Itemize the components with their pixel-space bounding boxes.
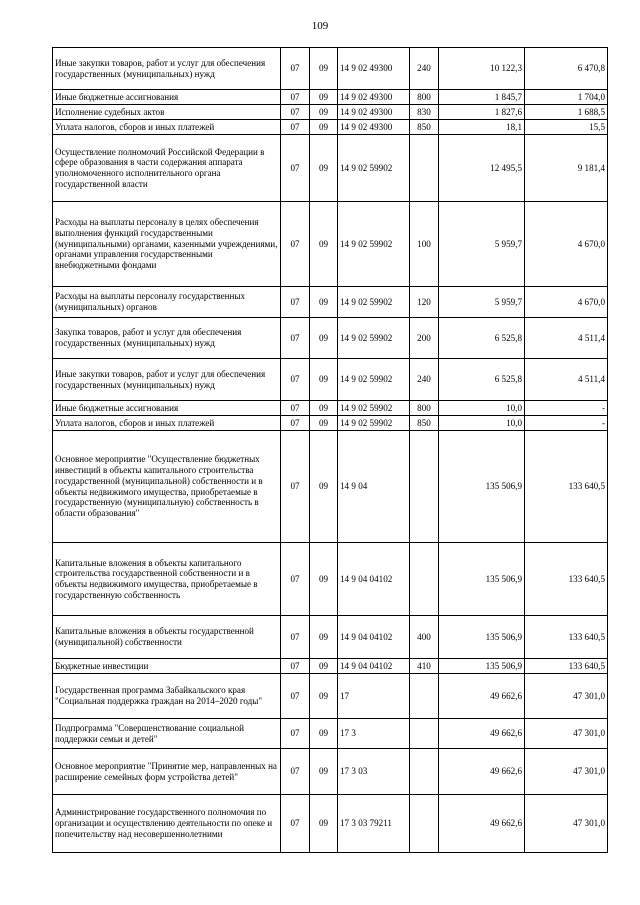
row-name-cell: Осуществление полномочий Российской Федерации в сфере образования в части содержания аппарата уполномоченного исполнительного органа государственной власти <box>53 135 281 202</box>
subsection-code-cell: 09 <box>310 359 338 401</box>
target-article-cell: 14 9 02 49300 <box>338 105 410 120</box>
planned-amount-cell: 1 845,7 <box>439 90 525 105</box>
section-code-cell: 07 <box>281 359 310 401</box>
row-name-cell: Бюджетные инвестиции <box>53 659 281 674</box>
section-code-cell: 07 <box>281 749 310 795</box>
row-name-cell: Иные бюджетные ассигнования <box>53 401 281 416</box>
subsection-code-cell: 09 <box>310 401 338 416</box>
planned-amount-cell: 49 662,6 <box>439 795 525 853</box>
expense-type-cell: 200 <box>410 318 439 359</box>
row-name-cell: Основное мероприятие "Осуществление бюджетных инвестиций в объекты капитального строительства государственной (муниципальной) собственности и в объекты недвижимого имущества, приобретаемые в государственную (муниципальную) собственность в области образования" <box>53 431 281 543</box>
row-name-cell: Исполнение судебных актов <box>53 105 281 120</box>
table-row <box>53 416 608 431</box>
table-row <box>53 749 608 795</box>
budget-table <box>52 47 608 853</box>
table-row <box>53 202 608 287</box>
section-code-cell: 07 <box>281 105 310 120</box>
executed-amount-cell: 133 640,5 <box>525 431 608 543</box>
expense-type-cell: 400 <box>410 616 439 659</box>
row-name-cell: Основное мероприятие "Принятие мер, направленных на расширение семейных форм устройства детей" <box>53 749 281 795</box>
executed-amount-cell: - <box>525 401 608 416</box>
target-article-cell: 14 9 02 59902 <box>338 416 410 431</box>
expense-type-cell: 830 <box>410 105 439 120</box>
expense-type-cell: 120 <box>410 287 439 318</box>
planned-amount-cell: 135 506,9 <box>439 431 525 543</box>
table-row <box>53 431 608 543</box>
target-article-cell: 14 9 02 49300 <box>338 90 410 105</box>
subsection-code-cell: 09 <box>310 318 338 359</box>
expense-type-cell: 240 <box>410 359 439 401</box>
table-row <box>53 659 608 674</box>
section-code-cell: 07 <box>281 401 310 416</box>
subsection-code-cell: 09 <box>310 135 338 202</box>
subsection-code-cell: 09 <box>310 120 338 135</box>
table-row <box>53 135 608 202</box>
subsection-code-cell: 09 <box>310 749 338 795</box>
planned-amount-cell: 18,1 <box>439 120 525 135</box>
subsection-code-cell: 09 <box>310 674 338 719</box>
executed-amount-cell: 6 470,8 <box>525 48 608 90</box>
page-number: 109 <box>311 20 329 32</box>
expense-type-cell: 410 <box>410 659 439 674</box>
executed-amount-cell: 1 688,5 <box>525 105 608 120</box>
target-article-cell: 14 9 02 59902 <box>338 135 410 202</box>
subsection-code-cell: 09 <box>310 202 338 287</box>
expense-type-cell: 800 <box>410 90 439 105</box>
target-article-cell: 14 9 02 59902 <box>338 359 410 401</box>
executed-amount-cell: 47 301,0 <box>525 749 608 795</box>
planned-amount-cell: 49 662,6 <box>439 749 525 795</box>
section-code-cell: 07 <box>281 202 310 287</box>
planned-amount-cell: 12 495,5 <box>439 135 525 202</box>
row-name-cell: Иные закупки товаров, работ и услуг для обеспечения государственных (муниципальных) нужд <box>53 359 281 401</box>
target-article-cell: 14 9 02 59902 <box>338 202 410 287</box>
planned-amount-cell: 5 959,7 <box>439 287 525 318</box>
executed-amount-cell: 15,5 <box>525 120 608 135</box>
expense-type-cell <box>410 135 439 202</box>
planned-amount-cell: 49 662,6 <box>439 674 525 719</box>
subsection-code-cell: 09 <box>310 105 338 120</box>
subsection-code-cell: 09 <box>310 543 338 616</box>
section-code-cell: 07 <box>281 616 310 659</box>
expense-type-cell <box>410 431 439 543</box>
subsection-code-cell: 09 <box>310 90 338 105</box>
planned-amount-cell: 135 506,9 <box>439 659 525 674</box>
table-row <box>53 359 608 401</box>
table-row <box>53 616 608 659</box>
table-row <box>53 719 608 749</box>
section-code-cell: 07 <box>281 795 310 853</box>
target-article-cell: 14 9 04 04102 <box>338 543 410 616</box>
target-article-cell: 14 9 04 04102 <box>338 659 410 674</box>
executed-amount-cell: 4 670,0 <box>525 287 608 318</box>
target-article-cell: 14 9 04 <box>338 431 410 543</box>
executed-amount-cell: 47 301,0 <box>525 795 608 853</box>
section-code-cell: 07 <box>281 674 310 719</box>
table-row <box>53 401 608 416</box>
subsection-code-cell: 09 <box>310 48 338 90</box>
subsection-code-cell: 09 <box>310 659 338 674</box>
executed-amount-cell: 4 511,4 <box>525 359 608 401</box>
table-row <box>53 795 608 853</box>
target-article-cell: 17 <box>338 674 410 719</box>
table-row <box>53 48 608 90</box>
planned-amount-cell: 10,0 <box>439 401 525 416</box>
table-row <box>53 120 608 135</box>
executed-amount-cell: 133 640,5 <box>525 659 608 674</box>
executed-amount-cell: 4 670,0 <box>525 202 608 287</box>
section-code-cell: 07 <box>281 719 310 749</box>
table-row <box>53 318 608 359</box>
expense-type-cell <box>410 795 439 853</box>
planned-amount-cell: 135 506,9 <box>439 543 525 616</box>
expense-type-cell: 850 <box>410 416 439 431</box>
executed-amount-cell: 133 640,5 <box>525 543 608 616</box>
row-name-cell: Капитальные вложения в объекты государственной (муниципальной) собственности <box>53 616 281 659</box>
executed-amount-cell: 47 301,0 <box>525 719 608 749</box>
table-row <box>53 543 608 616</box>
planned-amount-cell: 49 662,6 <box>439 719 525 749</box>
target-article-cell: 14 9 02 59902 <box>338 318 410 359</box>
executed-amount-cell: 47 301,0 <box>525 674 608 719</box>
expense-type-cell <box>410 674 439 719</box>
subsection-code-cell: 09 <box>310 431 338 543</box>
row-name-cell: Расходы на выплаты персоналу государственных (муниципальных) органов <box>53 287 281 318</box>
target-article-cell: 14 9 02 49300 <box>338 120 410 135</box>
expense-type-cell: 240 <box>410 48 439 90</box>
target-article-cell: 17 3 03 79211 <box>338 795 410 853</box>
section-code-cell: 07 <box>281 120 310 135</box>
table-row <box>53 105 608 120</box>
section-code-cell: 07 <box>281 48 310 90</box>
expense-type-cell: 100 <box>410 202 439 287</box>
section-code-cell: 07 <box>281 659 310 674</box>
expense-type-cell <box>410 543 439 616</box>
expense-type-cell <box>410 719 439 749</box>
table-row <box>53 287 608 318</box>
planned-amount-cell: 5 959,7 <box>439 202 525 287</box>
target-article-cell: 14 9 04 04102 <box>338 616 410 659</box>
expense-type-cell: 800 <box>410 401 439 416</box>
planned-amount-cell: 10 122,3 <box>439 48 525 90</box>
target-article-cell: 17 3 03 <box>338 749 410 795</box>
planned-amount-cell: 10,0 <box>439 416 525 431</box>
executed-amount-cell: 4 511,4 <box>525 318 608 359</box>
executed-amount-cell: - <box>525 416 608 431</box>
target-article-cell: 14 9 02 49300 <box>338 48 410 90</box>
target-article-cell: 17 3 <box>338 719 410 749</box>
row-name-cell: Администрирование государственного полномочия по организации и осуществлению деятельности по опеке и попечительству над несовершеннолетними <box>53 795 281 853</box>
row-name-cell: Государственная программа Забайкальского края "Социальная поддержка граждан на 2014–2020 годы" <box>53 674 281 719</box>
section-code-cell: 07 <box>281 431 310 543</box>
subsection-code-cell: 09 <box>310 616 338 659</box>
row-name-cell: Иные бюджетные ассигнования <box>53 90 281 105</box>
table-row <box>53 90 608 105</box>
expense-type-cell: 850 <box>410 120 439 135</box>
table-row <box>53 674 608 719</box>
section-code-cell: 07 <box>281 543 310 616</box>
executed-amount-cell: 1 704,0 <box>525 90 608 105</box>
planned-amount-cell: 6 525,8 <box>439 318 525 359</box>
row-name-cell: Закупка товаров, работ и услуг для обеспечения государственных (муниципальных) нужд <box>53 318 281 359</box>
subsection-code-cell: 09 <box>310 795 338 853</box>
target-article-cell: 14 9 02 59902 <box>338 401 410 416</box>
row-name-cell: Подпрограмма "Совершенствование социальной поддержки семьи и детей" <box>53 719 281 749</box>
section-code-cell: 07 <box>281 90 310 105</box>
section-code-cell: 07 <box>281 287 310 318</box>
subsection-code-cell: 09 <box>310 719 338 749</box>
expense-type-cell <box>410 749 439 795</box>
target-article-cell: 14 9 02 59902 <box>338 287 410 318</box>
planned-amount-cell: 1 827,6 <box>439 105 525 120</box>
section-code-cell: 07 <box>281 416 310 431</box>
subsection-code-cell: 09 <box>310 416 338 431</box>
section-code-cell: 07 <box>281 135 310 202</box>
row-name-cell: Расходы на выплаты персоналу в целях обеспечения выполнения функций государственными (муниципальными) органами, казенными учреждениями, органами управления государственными внебюджетными фондами <box>53 202 281 287</box>
planned-amount-cell: 135 506,9 <box>439 616 525 659</box>
executed-amount-cell: 9 181,4 <box>525 135 608 202</box>
row-name-cell: Уплата налогов, сборов и иных платежей <box>53 120 281 135</box>
row-name-cell: Уплата налогов, сборов и иных платежей <box>53 416 281 431</box>
planned-amount-cell: 6 525,8 <box>439 359 525 401</box>
executed-amount-cell: 133 640,5 <box>525 616 608 659</box>
section-code-cell: 07 <box>281 318 310 359</box>
row-name-cell: Иные закупки товаров, работ и услуг для обеспечения государственных (муниципальных) нужд <box>53 48 281 90</box>
row-name-cell: Капитальные вложения в объекты капитального строительства государственной собственности и в объекты недвижимого имущества, приобретаемые в государственную собственность <box>53 543 281 616</box>
subsection-code-cell: 09 <box>310 287 338 318</box>
budget-table-body <box>53 48 608 853</box>
